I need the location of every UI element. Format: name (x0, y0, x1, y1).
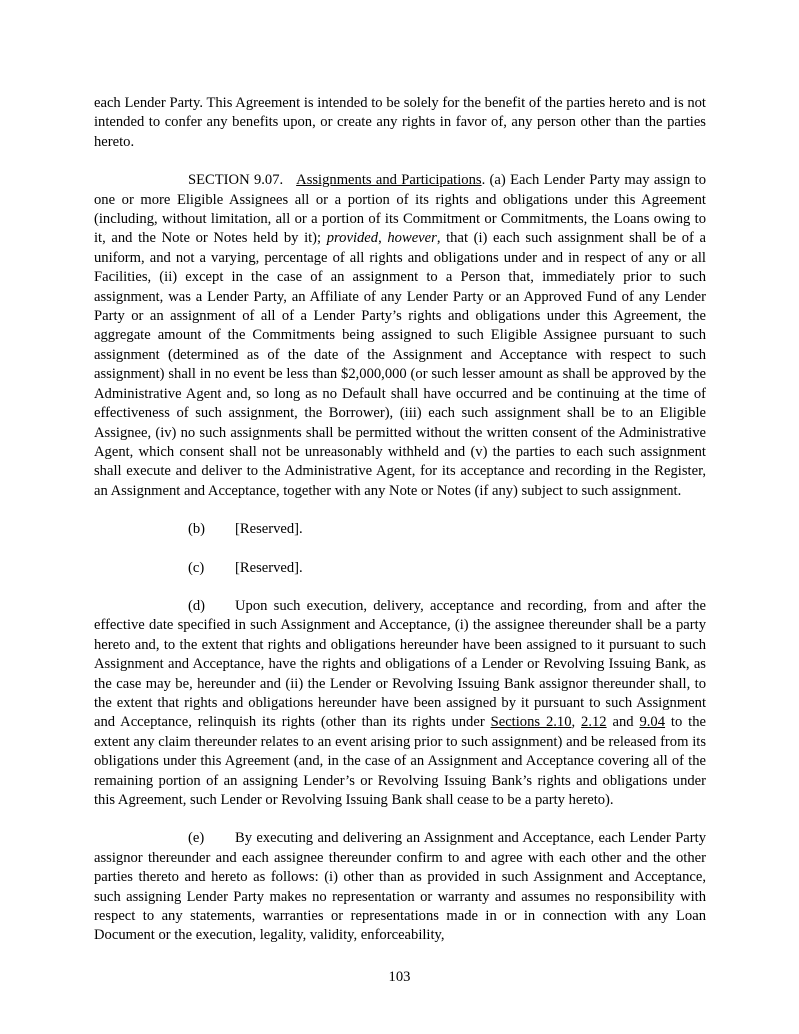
document-page (94, 94, 706, 946)
subsection-b-label: (b) (188, 521, 206, 538)
subsection-e (94, 829, 706, 945)
section-a-text-2: , that (i) each such assignment shall be of a uniform, and not a varying, percentage of all rights and obligations under and in respect of any or all Facilities, (ii) except in the case of an assignment to a Person that, immediately prior to such assignment, was a Lender Party, an Affiliate of any Lender Party or an Approved Fund of any Lender Party or an assignment of all of a Lender Party’s rights and obligations under this Agreement, the aggregate amount of the Commitments being assigned to such Eligible Assignee pursuant to such assignment (determined as of the date of the Assignment and Acceptance with respect to such assignment) shall in no event be less than $2,000,000 (or such lesser amount as shall be approved by the Administrative Agent and, so long as no Default shall have occurred and be continuing at the time of effectiveness of such assignment, the Borrower), (iii) each such assignment shall be to an Eligible Assignee, (iv) no such assignments shall be permitted without the written consent of the Administrative Agent, which consent shall not be unreasonably withheld and (v) the parties to each such assignment shall execute and deliver to the Administrative Agent, for its acceptance and recording in the Register, an Assignment and Acceptance, together with any Note or Notes (if any) subject to such assignment. (94, 230, 707, 499)
subsection-b (94, 520, 706, 539)
section-title: Assignments and Participations (296, 172, 482, 189)
provided-term: provided (326, 230, 379, 247)
section-heading: SECTION 9.07. (188, 172, 284, 189)
subsection-b-text: [Reserved]. (235, 521, 303, 538)
subsection-c (94, 559, 706, 578)
subsection-c-text: [Reserved]. (235, 559, 303, 576)
however-term: however (387, 230, 437, 247)
cross-reference-9-04: 9.04 (639, 714, 666, 731)
subsection-d: (d) Upon such execution, delivery, acceptance and recording, from and after the effective date specified in such Assignment and Acceptance, (i) the assignee thereunder shall be a party hereto and, to the extent that rights and obligations hereunder have been assigned to it pursuant to such Assignment and Acceptance, have the rights and obligations of a Lender or Revolving Issuing Bank, as the case may be, hereunder and (ii) the Lender or Revolving Issuing Bank assignor thereunder shall, to the extent that rights and obligations hereunder have been assigned by it pursuant to such Assignment and Acceptance, relinquish its rights (other than its rights under Sections 2.10, 2.12 and 9.04 to the extent any claim thereunder relates to an event arising prior to such assignment) and be released from its obligations under this Agreement (and, in the case of an Assignment and Acceptance covering all of the remaining portion of an assigning Lender’s or Revolving Issuing Bank’s rights and obligations under this Agreement, such Lender or Revolving Issuing Bank shall cease to be a party hereto). (94, 597, 706, 808)
subsection-d-text-2: to the extent any claim thereunder relates to an event arising prior to such assignment) and be released from its obligations under this Agreement (and, in the case of an Assignment and Acceptance covering all of the remaining portion of an assigning Lender’s or Revolving Issuing Bank’s rights and obligations under this Agreement, such Lender or Revolving Issuing Bank shall cease to be a party hereto). (94, 714, 706, 808)
subsection-d-label: (d) (188, 597, 206, 614)
page-number: 103 (388, 969, 411, 985)
subsection-e-text: By executing and delivering an Assignment and Acceptance, each Lender Party assignor thereunder and each assignee thereunder confirm to and agree with each other and the other parties thereto and hereto as follows: (i) other than as provided in such Assignment and Acceptance, such assigning Lender Party makes no representation or warranty and assumes no responsibility with respect to any statements, warranties or representations made in or in connection with any Loan Document or the execution, legality, validity, enforceability, (94, 830, 706, 944)
cross-reference-sections-2-10: Sections 2.10 (490, 714, 572, 731)
subsection-c-label: (c) (188, 559, 205, 576)
cross-reference-2-12: 2.12 (581, 714, 607, 731)
subsection-e-label: (e) (188, 830, 205, 847)
paragraph-lender-party-benefit: each Lender Party. This Agreement is intended to be solely for the benefit of the parties hereto and is not intended to confer any benefits upon, or create any rights in favor of, any person other than the parties hereto. (94, 95, 706, 150)
section-a-text-1: . (a) Each Lender Party may assign to one or more Eligible Assignees all or a portion of its rights and obligations under this Agreement (including, without limitation, all or a portion of its Commitment or Commitments, the Loans owing to it, and the Note or Notes held by it); (94, 172, 706, 247)
section-9-07-paragraph-a: SECTION 9.07. Assignments and Participations. (a) Each Lender Party may assign to one or more Eligible Assignees all or a portion of its rights and obligations under this Agreement (including, without limitation, all or a portion of its Commitment or Commitments, the Loans owing to it, and the Note or Notes held by it); provided, however, that (i) each such assignment shall be of a uniform, and not a varying, percentage of all rights and obligations under and in respect of any or all Facilities, (ii) except in the case of an assignment to a Person that, immediately prior to such assignment, was a Lender Party, an Affiliate of any Lender Party or an Approved Fund of any Lender Party or an assignment of all of a Lender Party’s rights and obligations under this Agreement, the aggregate amount of the Commitments being assigned to such Eligible Assignee pursuant to such assignment (determined as of the date of the Assignment and Acceptance with respect to such assignment) shall in no event be less than $2,000,000 (or such lesser amount as shall be approved by the Administrative Agent and, so long as no Default shall have occurred and be continuing at the time of effectiveness of such assignment, the Borrower), (iii) each such assignment shall be to an Eligible Assignee, (iv) no such assignments shall be permitted without the written consent of the Administrative Agent, which consent shall not be unreasonably withheld and (v) the parties to each such assignment shall execute and deliver to the Administrative Agent, for its acceptance and recording in the Register, an Assignment and Acceptance, together with any Note or Notes (if any) subject to such assignment. (94, 172, 707, 499)
subsection-d-text-1: Upon such execution, delivery, acceptance and recording, from and after the effective date specified in such Assignment and Acceptance, (i) the assignee thereunder shall be a party hereto and, to the extent that rights and obligations hereunder have been assigned to it pursuant to such Assignment and Acceptance, have the rights and obligations of a Lender or Revolving Issuing Bank, as the case may be, hereunder and (ii) the Lender or Revolving Issuing Bank assignor thereunder shall, to the extent that rights and obligations hereunder have been assigned by it pursuant to such Assignment and Acceptance, relinquish its rights (other than its rights under (94, 597, 706, 731)
